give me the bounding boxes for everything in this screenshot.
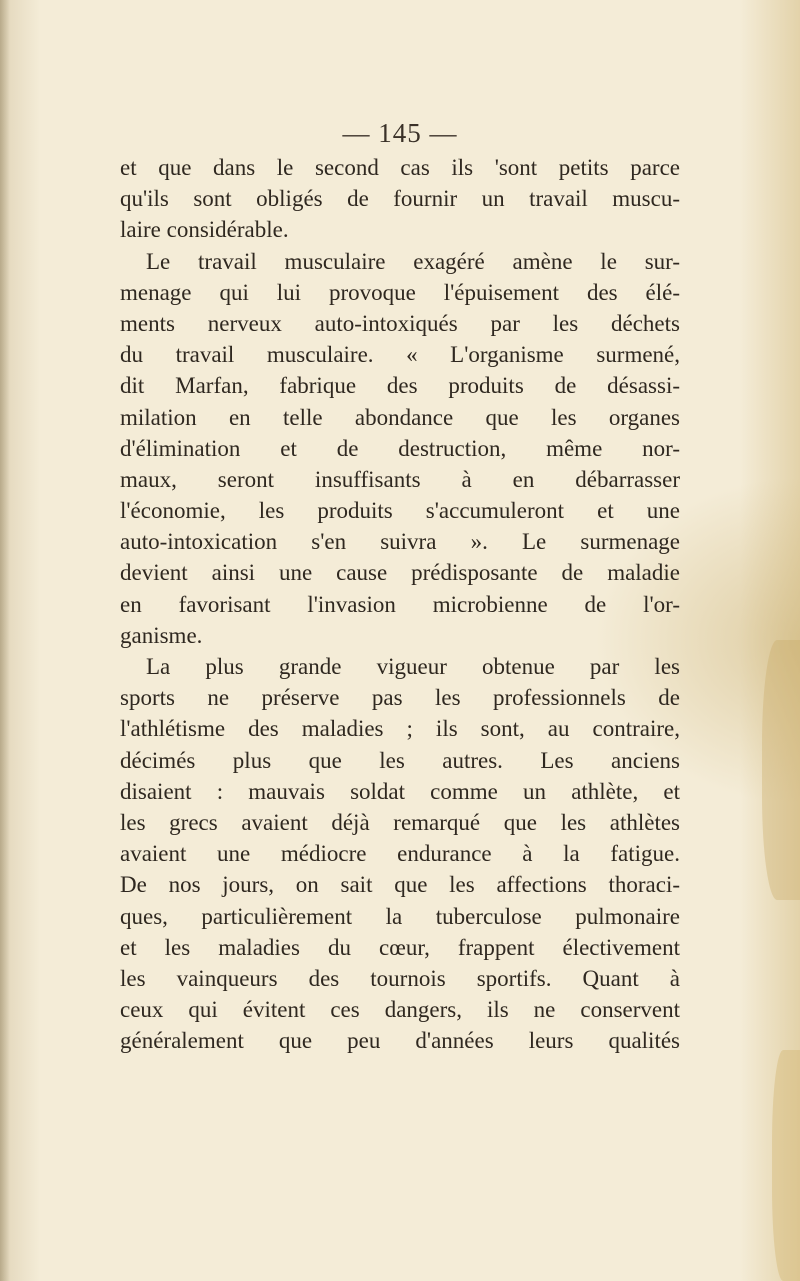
page-number: — 145 — [342,118,458,148]
text-line: l'économie, les produits s'accumuleront et une [120,498,680,524]
text-line: ganisme. [120,622,203,648]
text-line: dit Marfan, fabrique des produits de désassi- [120,373,680,399]
paper-stain [762,640,800,900]
text-line: De nos jours, on sait que les affections thoraci- [120,872,680,898]
text-line: Le travail musculaire exagéré amène le sur- [146,248,680,274]
text-line: disaient : mauvais soldat comme un athlète, et [120,778,680,804]
text-line: généralement que peu d'années leurs qualités [120,1028,680,1054]
page-spine-shadow [0,0,10,1281]
text-line: milation en telle abondance que les organes [120,404,680,430]
text-line: les grecs avaient déjà remarqué que les athlètes [120,809,680,835]
text-line: sports ne préserve pas les professionnels de [120,685,680,711]
text-line: La plus grande vigueur obtenue par les [146,654,680,679]
text-line: ments nerveux auto-intoxiqués par les déchets [120,310,680,336]
text-line: du travail musculaire. « L'organisme surmené, [120,342,680,368]
text-line: auto-intoxication s'en suivra ». Le surmenage [120,529,680,555]
text-line: ques, particulièrement la tuberculose pulmonaire [120,903,680,929]
text-line: et les maladies du cœur, frappent électivement [120,934,680,960]
text-line: les vainqueurs des tournois sportifs. Quant à [120,965,680,991]
text-line: décimés plus que les autres. Les anciens [120,747,680,773]
text-line: menage qui lui provoque l'épuisement des élé- [120,279,680,305]
text-line: et que dans le second cas ils 'sont petits parce [120,155,680,180]
text-line: l'athlétisme des maladies ; ils sont, au contraire, [120,716,680,742]
text-line: laire considérable. [120,217,289,243]
text-line: en favorisant l'invasion microbienne de l'or- [120,591,680,617]
text-line: ceux qui évitent ces dangers, ils ne conservent [120,997,680,1023]
text-line: avaient une médiocre endurance à la fatigue. [120,841,680,867]
text-line: qu'ils sont obligés de fournir un travail muscu- [120,186,680,212]
text-line: d'élimination et de destruction, même nor- [120,435,680,461]
text-line: devient ainsi une cause prédisposante de maladie [120,560,680,586]
body-text [120,152,680,1056]
paper-stain [772,1050,800,1281]
text-line: maux, seront insuffisants à en débarrasser [120,466,680,492]
